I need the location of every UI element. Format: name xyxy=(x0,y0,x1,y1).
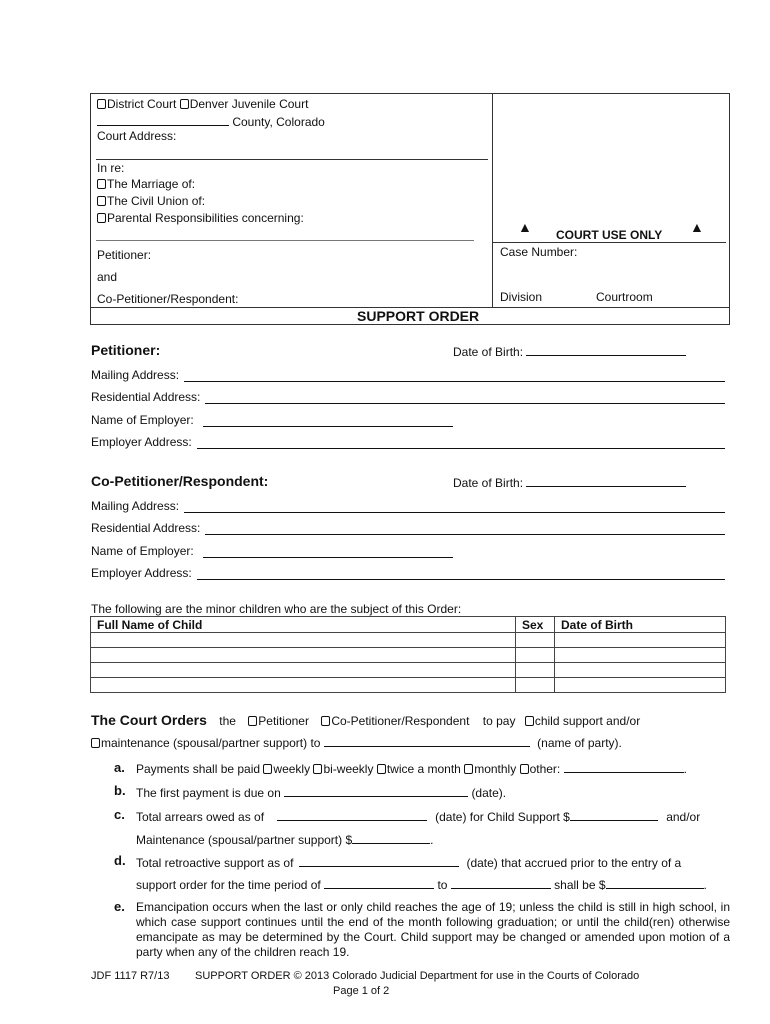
item-d-to: to xyxy=(437,878,448,892)
respondent-employer-address-label: Employer Address: xyxy=(91,566,192,580)
parental-label: Parental Responsibilities concerning: xyxy=(107,211,304,225)
item-c-label: c. xyxy=(114,807,125,822)
col-dob: Date of Birth xyxy=(555,617,726,633)
maintenance-arrears-field[interactable] xyxy=(352,832,430,844)
petitioner-employer-name-label: Name of Employer: xyxy=(91,413,194,427)
child-support-arrears-field[interactable] xyxy=(570,809,658,821)
marriage-label: The Marriage of: xyxy=(107,177,196,191)
orders-petitioner-checkbox[interactable] xyxy=(248,716,257,726)
item-d-text: Total retroactive support as of xyxy=(136,856,294,870)
maintenance-label: maintenance (spousal/partner support) to xyxy=(101,736,321,750)
item-d-row xyxy=(136,855,681,870)
respondent-mailing-field[interactable] xyxy=(184,511,725,513)
district-court-label: District Court xyxy=(107,97,177,111)
date-label: (date). xyxy=(471,786,507,800)
retro-amount-field[interactable] xyxy=(606,877,704,889)
biweekly-label: bi-weekly xyxy=(323,762,374,776)
petitioner-mailing-label: Mailing Address: xyxy=(91,368,180,382)
petitioner-residential-label: Residential Address: xyxy=(91,390,201,404)
monthly-checkbox[interactable] xyxy=(464,764,473,774)
footer-form-id: JDF 1117 R7/13 xyxy=(91,970,170,982)
district-court-checkbox[interactable] xyxy=(97,99,106,109)
orders-petitioner-label: Petitioner xyxy=(258,714,309,728)
orders-copetitioner-checkbox[interactable] xyxy=(321,716,330,726)
dob-label: Date of Birth: xyxy=(453,345,524,359)
table-row xyxy=(91,663,726,678)
item-e-text: Emancipation occurs when the last or only child reaches the age of 19; unless the child is still in high school, in which case support continues until the end of the month following graduation; or until the child(ren) otherwise emancipate as may be determined by the Court. Child support may be changed or amended upon motion of a party when any of the children reach 19. xyxy=(136,900,730,959)
item-c-andor: and/or xyxy=(666,810,701,824)
caption-copetitioner-label: Co-Petitioner/Respondent: xyxy=(97,292,239,306)
item-d-text2: (date) that accrued prior to the entry of a xyxy=(466,856,682,870)
other-checkbox[interactable] xyxy=(520,764,529,774)
retro-date-field-line[interactable] xyxy=(299,855,459,867)
table-row xyxy=(91,648,726,663)
item-e-label: e. xyxy=(114,899,125,914)
respondent-dob-field[interactable] xyxy=(526,475,686,487)
monthly-label: monthly xyxy=(474,762,517,776)
period-from-field[interactable] xyxy=(324,877,434,889)
denver-juvenile-label: Denver Juvenile Court xyxy=(189,97,309,111)
respondent-residential-field[interactable] xyxy=(205,533,725,535)
orders-row-2 xyxy=(91,735,622,750)
respondent-mailing-label: Mailing Address: xyxy=(91,499,180,513)
orders-heading: The Court Orders xyxy=(91,712,207,728)
child-sex-cell[interactable] xyxy=(516,648,555,663)
page-number: Page 1 of 2 xyxy=(333,985,390,997)
caption-line xyxy=(96,159,488,160)
orders-row-1 xyxy=(91,712,640,728)
triangle-up-icon: ▲ xyxy=(690,219,704,235)
item-d-text3: support order for the time period of xyxy=(136,878,321,892)
petitioner-dob-field[interactable] xyxy=(526,344,686,356)
name-of-party-label: (name of party). xyxy=(537,736,622,750)
item-c-text2: (date) for Child Support $ xyxy=(435,810,570,824)
division-label: Division xyxy=(500,290,543,304)
court-type-row xyxy=(97,97,308,111)
child-support-checkbox[interactable] xyxy=(525,716,534,726)
child-name-cell[interactable] xyxy=(91,663,516,678)
item-c-row-2: Maintenance (spousal/partner support) $ . xyxy=(136,833,434,847)
item-a-text: Payments shall be paid xyxy=(136,762,261,776)
child-name-cell[interactable] xyxy=(91,678,516,693)
respondent-employer-name-label: Name of Employer: xyxy=(91,544,194,558)
form-title: SUPPORT ORDER xyxy=(357,308,480,324)
weekly-label: weekly xyxy=(273,762,311,776)
child-dob-cell[interactable] xyxy=(555,678,726,693)
petitioner-dob-row xyxy=(453,344,686,359)
item-c-text3: Maintenance (spousal/partner support) $ xyxy=(136,833,353,847)
col-full-name: Full Name of Child xyxy=(91,617,516,633)
child-dob-cell[interactable] xyxy=(555,633,726,648)
child-dob-cell[interactable] xyxy=(555,663,726,678)
item-b-row xyxy=(136,785,506,800)
child-dob-cell[interactable] xyxy=(555,648,726,663)
civil-union-checkbox[interactable] xyxy=(97,196,106,206)
item-a-row: Payments shall be paid weekly bi-weekly twice a month monthly other: . xyxy=(136,762,687,776)
item-d-label: d. xyxy=(114,853,126,868)
item-d-shall-be: shall be $ xyxy=(554,878,606,892)
table-header-row xyxy=(91,617,726,633)
petitioner-employer-name-field[interactable] xyxy=(203,425,453,427)
weekly-checkbox[interactable] xyxy=(263,764,272,774)
biweekly-checkbox[interactable] xyxy=(313,764,322,774)
period-to-field[interactable] xyxy=(451,877,551,889)
dob-label: Date of Birth: xyxy=(453,476,524,490)
petitioner-employer-address-label: Employer Address: xyxy=(91,435,192,449)
petitioner-heading: Petitioner: xyxy=(91,342,161,358)
item-c-row xyxy=(136,809,700,824)
respondent-residential-label: Residential Address: xyxy=(91,521,201,535)
caption-divider xyxy=(492,93,493,307)
item-d-row-2: support order for the time period of to shall be $ . xyxy=(136,878,707,892)
children-table xyxy=(90,616,726,693)
child-support-label: child support and/or xyxy=(534,714,641,728)
table-row xyxy=(91,633,726,648)
caption-petitioner-label: Petitioner: xyxy=(97,248,152,262)
case-number-label: Case Number: xyxy=(500,245,578,259)
respondent-heading: Co-Petitioner/Respondent: xyxy=(91,473,269,489)
parental-checkbox[interactable] xyxy=(97,213,106,223)
orders-the: the xyxy=(219,714,236,728)
county-field[interactable] xyxy=(97,114,229,126)
item-a-label: a. xyxy=(114,760,125,775)
item-b-label: b. xyxy=(114,783,126,798)
marriage-row xyxy=(97,177,195,191)
in-re-label: In re: xyxy=(97,161,125,175)
triangle-up-icon: ▲ xyxy=(518,219,532,235)
court-address-label: Court Address: xyxy=(97,129,177,143)
other-field[interactable] xyxy=(564,761,684,773)
denver-juvenile-checkbox[interactable] xyxy=(180,99,189,109)
civil-union-label: The Civil Union of: xyxy=(107,194,206,208)
col-sex: Sex xyxy=(516,617,555,633)
child-name-cell[interactable] xyxy=(91,633,516,648)
parental-row xyxy=(97,211,304,225)
child-sex-cell[interactable] xyxy=(516,633,555,648)
maintenance-checkbox[interactable] xyxy=(91,738,100,748)
respondent-dob-row xyxy=(453,475,686,490)
other-label: other: xyxy=(529,762,561,776)
party-name-field[interactable] xyxy=(324,735,530,747)
petitioner-mailing-field[interactable] xyxy=(184,380,725,382)
child-sex-cell[interactable] xyxy=(516,678,555,693)
children-intro: The following are the minor children who are the subject of this Order: xyxy=(91,602,462,616)
petitioner-employer-address-field[interactable] xyxy=(197,447,725,449)
caption-line xyxy=(96,240,474,241)
marriage-checkbox[interactable] xyxy=(97,179,106,189)
twice-monthly-checkbox[interactable] xyxy=(377,764,386,774)
petitioner-residential-field[interactable] xyxy=(205,402,725,404)
county-label: County, Colorado xyxy=(232,115,325,129)
footer-text: SUPPORT ORDER © 2013 Colorado Judicial Department for use in the Courts of Colorado xyxy=(195,970,640,982)
table-row xyxy=(91,678,726,693)
caption-line xyxy=(492,242,726,243)
arrears-date-field-line[interactable] xyxy=(277,809,427,821)
county-row xyxy=(97,114,325,129)
respondent-employer-name-field[interactable] xyxy=(203,556,453,558)
court-use-only-label: COURT USE ONLY xyxy=(556,228,663,242)
twice-monthly-label: twice a month xyxy=(386,762,461,776)
orders-to-pay: to pay xyxy=(482,714,516,728)
item-b-text: The first payment is due on xyxy=(136,786,281,800)
item-c-text: Total arrears owed as of xyxy=(136,810,265,824)
civil-union-row xyxy=(97,194,205,208)
respondent-employer-address-field[interactable] xyxy=(197,578,725,580)
first-payment-date-field[interactable] xyxy=(284,785,468,797)
child-name-cell[interactable] xyxy=(91,648,516,663)
child-sex-cell[interactable] xyxy=(516,663,555,678)
courtroom-label: Courtroom xyxy=(596,290,653,304)
caption-and-label: and xyxy=(97,270,118,284)
orders-copetitioner-label: Co-Petitioner/Respondent xyxy=(331,714,470,728)
